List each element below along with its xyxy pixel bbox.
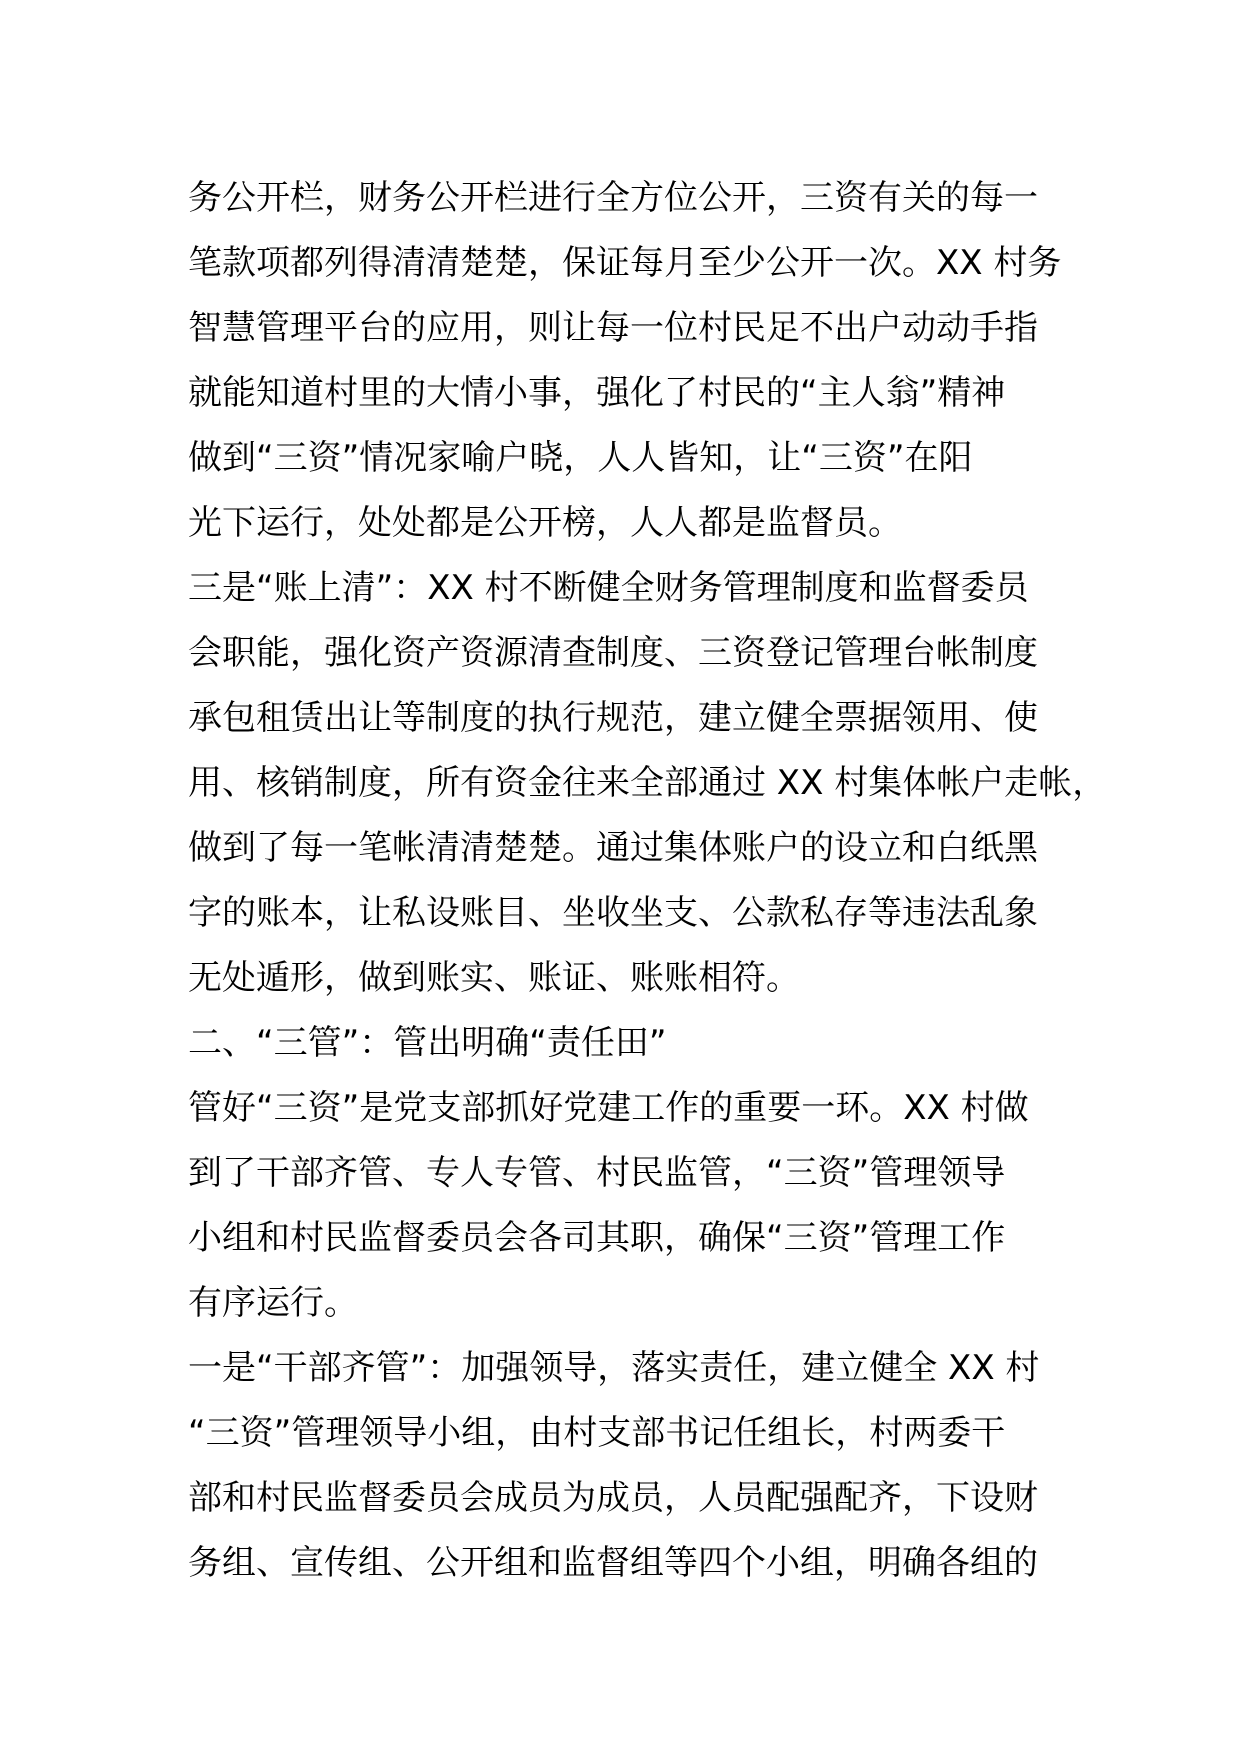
- text-line: 会职能，强化资产资源清查制度、三资登记管理台帐制度: [188, 633, 1038, 673]
- text-line: 务组、宣传组、公开组和监督组等四个小组，明确各组的: [188, 1543, 1038, 1583]
- text-line: 做到了每一笔帐清清楚楚。通过集体账户的设立和白纸黑: [188, 828, 1038, 868]
- text-line: 笔款项都列得清清楚楚，保证每月至少公开一次。XX 村务: [188, 243, 1062, 283]
- section-heading: 二、“三管”：管出明确“责任田”: [188, 1023, 667, 1063]
- text-line: 就能知道村里的大情小事，强化了村民的“主人翁”精神: [188, 373, 1006, 413]
- text-line: “三资”管理领导小组，由村支部书记任组长，村两委干: [188, 1413, 1006, 1453]
- text-line: 一是“干部齐管”：加强领导，落实责任，建立健全 XX 村: [188, 1348, 1040, 1388]
- text-line: 有序运行。: [188, 1283, 358, 1323]
- body-text: [188, 166, 1107, 1596]
- text-line: 无处遁形，做到账实、账证、账账相符。: [188, 958, 800, 998]
- text-line: 做到“三资”情况家喻户晓，人人皆知，让“三资”在阳: [188, 438, 973, 478]
- text-line: 管好“三资”是党支部抓好党建工作的重要一环。XX 村做: [188, 1088, 1029, 1128]
- text-line: 三是“账上清”：XX 村不断健全财务管理制度和监督委员: [188, 568, 1029, 608]
- text-line: 光下运行，处处都是公开榜，人人都是监督员。: [188, 503, 902, 543]
- text-line: 小组和村民监督委员会各司其职，确保“三资”管理工作: [188, 1218, 1006, 1258]
- text-line: 到了干部齐管、专人专管、村民监管，“三资”管理领导: [188, 1153, 1006, 1193]
- text-line: 智慧管理平台的应用，则让每一位村民足不出户动动手指: [188, 308, 1038, 348]
- text-line: 承包租赁出让等制度的执行规范，建立健全票据领用、使: [188, 698, 1038, 738]
- text-line: 字的账本，让私设账目、坐收坐支、公款私存等违法乱象: [188, 893, 1038, 933]
- text-line: 务公开栏，财务公开栏进行全方位公开，三资有关的每一: [188, 178, 1038, 218]
- text-line: 用、核销制度，所有资金往来全部通过 XX 村集体帐户走帐，: [188, 763, 1107, 803]
- text-line: 部和村民监督委员会成员为成员，人员配强配齐，下设财: [188, 1478, 1038, 1518]
